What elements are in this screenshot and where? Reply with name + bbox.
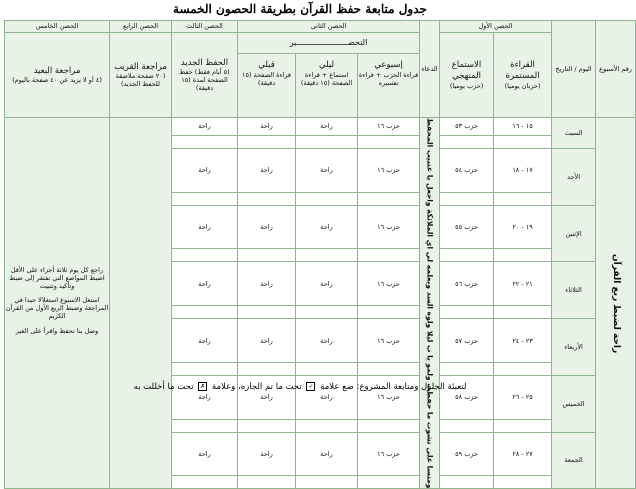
page-title: جدول متابعة حفظ القرآن بطريقة الحصون الخمسة bbox=[173, 2, 427, 16]
tribal-cell: راحة bbox=[238, 149, 296, 193]
new-mem-cell: راحة bbox=[172, 149, 238, 193]
tribal-cell: راحة bbox=[238, 118, 296, 136]
new-mem-subtitle: (٥ أيام فقط) حفظ الصفحة لمدة (١٥ دقيقة) bbox=[179, 68, 230, 93]
reading-cell: ١٧ - ١٨ bbox=[494, 149, 552, 193]
listening-cell: حزب ٥٥ bbox=[440, 205, 494, 249]
nightly-cell: راحة bbox=[296, 205, 358, 249]
blank-cell[interactable] bbox=[238, 476, 296, 489]
day-cell: الأربعاء bbox=[552, 319, 596, 376]
blank-cell[interactable] bbox=[296, 249, 358, 262]
nightly-cell: راحة bbox=[296, 149, 358, 193]
listening-title: الاستماع المنهجي bbox=[451, 60, 482, 81]
listening-cell: حزب ٥٦ bbox=[440, 262, 494, 306]
weekly-cell: حزب ١٦ bbox=[358, 432, 420, 476]
blank-cell[interactable] bbox=[296, 306, 358, 319]
footer-part1: لتعبئة الجلول ومتابعة المشروع: ضع علامة bbox=[320, 382, 467, 392]
blank-cell[interactable] bbox=[440, 476, 494, 489]
weekly-header bbox=[357, 54, 419, 117]
tribal-cell: راحة bbox=[238, 375, 296, 419]
new-mem-cell: راحة bbox=[172, 262, 238, 306]
reading-subtitle: (حزبان يوميا) bbox=[504, 81, 541, 90]
blank-cell[interactable] bbox=[172, 306, 238, 319]
blank-cell[interactable] bbox=[494, 362, 552, 375]
prep-subcols bbox=[238, 54, 419, 117]
blank-cell[interactable] bbox=[440, 192, 494, 205]
reading-cell: ١٥ - ١٦ bbox=[494, 118, 552, 136]
nightly-subtitle: استماع + قراءة الصفحة (١٥ دقيقة) bbox=[300, 70, 353, 87]
reading-title: القراءة المستمرة bbox=[505, 60, 540, 81]
weekly-title: إسبوعي bbox=[374, 60, 403, 70]
blank-cell[interactable] bbox=[494, 192, 552, 205]
blank-cell[interactable] bbox=[358, 476, 420, 489]
nightly-cell: راحة bbox=[296, 118, 358, 136]
blank-cell[interactable] bbox=[238, 419, 296, 432]
footer-part2: تحت ما تم الجازه، وعلامة bbox=[211, 382, 302, 392]
note-3: وصل بنا تحفظ واقرأ على الغير bbox=[15, 326, 99, 335]
blank-cell[interactable] bbox=[296, 136, 358, 149]
week-label: راحة لضبط ربع القرآن bbox=[611, 253, 622, 353]
blank-cell[interactable] bbox=[358, 306, 420, 319]
fort2-header: الحصن الثاني bbox=[238, 21, 420, 33]
blank-cell[interactable] bbox=[358, 136, 420, 149]
fort5-header: الحصن الخامس bbox=[5, 21, 110, 33]
listening-cell: حزب ٥٣ bbox=[440, 118, 494, 136]
blank-cell[interactable] bbox=[494, 476, 552, 489]
nightly-cell: راحة bbox=[296, 432, 358, 476]
weekly-cell: حزب ١٦ bbox=[358, 118, 420, 136]
listening-header bbox=[440, 33, 494, 118]
fort4-header: الحصن الرابع bbox=[110, 21, 172, 33]
footer-part3: تحت ما أخللت به bbox=[133, 382, 194, 392]
day-cell: الخميس bbox=[552, 375, 596, 432]
listening-cell: حزب ٥٤ bbox=[440, 149, 494, 193]
weekly-subtitle: قراءة الحزب + قراءة تفسيره bbox=[358, 70, 419, 87]
footer-instructions bbox=[0, 382, 600, 392]
new-mem-cell: راحة bbox=[172, 319, 238, 363]
blank-cell[interactable] bbox=[296, 362, 358, 375]
listening-cell: حزب ٥٧ bbox=[440, 319, 494, 363]
new-mem-cell: راحة bbox=[172, 205, 238, 249]
nightly-cell: راحة bbox=[296, 319, 358, 363]
week-header: رقم الأسبوع bbox=[596, 21, 636, 118]
prep-header bbox=[238, 33, 420, 118]
blank-cell[interactable] bbox=[296, 476, 358, 489]
blank-cell[interactable] bbox=[172, 476, 238, 489]
blank-cell[interactable] bbox=[440, 136, 494, 149]
day-cell: الثلاثاء bbox=[552, 262, 596, 319]
blank-cell[interactable] bbox=[172, 419, 238, 432]
listening-cell: حزب ٥٨ bbox=[440, 375, 494, 419]
far-rev-header bbox=[5, 33, 110, 118]
blank-cell[interactable] bbox=[440, 249, 494, 262]
week-cell bbox=[596, 118, 636, 489]
tribal-cell: راحة bbox=[238, 432, 296, 476]
new-mem-cell: راحة bbox=[172, 118, 238, 136]
blank-cell[interactable] bbox=[494, 249, 552, 262]
tribal-cell: راحة bbox=[238, 262, 296, 306]
reading-cell: ٢١ - ٢٢ bbox=[494, 262, 552, 306]
x-box-icon: ✗ bbox=[200, 383, 206, 390]
fort-header-row bbox=[5, 21, 636, 33]
listening-cell: حزب ٥٩ bbox=[440, 432, 494, 476]
day-cell: الأحد bbox=[552, 149, 596, 206]
near-rev-title: مراجعة القريب bbox=[114, 61, 167, 72]
blank-cell[interactable] bbox=[172, 192, 238, 205]
blank-cell[interactable] bbox=[238, 362, 296, 375]
new-mem-header bbox=[172, 33, 238, 118]
near-rev-header bbox=[110, 33, 172, 118]
reading-cell: ٢٥ - ٢٦ bbox=[494, 375, 552, 419]
day-cell: الإثنين bbox=[552, 205, 596, 262]
nightly-header bbox=[295, 54, 357, 117]
weekly-cell: حزب ١٦ bbox=[358, 262, 420, 306]
day-header: اليوم / التاريخ bbox=[552, 21, 596, 118]
check-box-icon: ✓ bbox=[308, 383, 314, 390]
blank-cell[interactable] bbox=[440, 306, 494, 319]
note-1: راجع كل يوم ثلاثة أجزاء على الأقل اضبط المواضع التي تفتقر إلى ضبط وتأكيد وتثبيت bbox=[9, 265, 105, 291]
nightly-cell: راحة bbox=[296, 375, 358, 419]
tribal-subtitle: قراءة الصفحة (١٥ دقيقة) bbox=[242, 70, 292, 87]
blank-cell[interactable] bbox=[494, 136, 552, 149]
notes-cell bbox=[5, 118, 110, 489]
blank-cell[interactable] bbox=[358, 362, 420, 375]
blank-cell[interactable] bbox=[238, 192, 296, 205]
reading-header bbox=[494, 33, 552, 118]
tribal-cell: راحة bbox=[238, 319, 296, 363]
note-2: استغل الاسبوع استغلالا جيدا في المراجعة وضبط الربع الأول من القرآن الكريم bbox=[5, 296, 109, 321]
blank-cell[interactable] bbox=[172, 362, 238, 375]
dua-cell bbox=[420, 118, 440, 489]
new-mem-title: الحفظ الجديد bbox=[180, 57, 229, 68]
blank-cell[interactable] bbox=[296, 419, 358, 432]
schedule-table bbox=[4, 20, 636, 489]
far-rev-title: مراجعة البعيد bbox=[33, 65, 81, 76]
near-rev-cell bbox=[110, 118, 172, 489]
day-cell: الجمعة bbox=[552, 432, 596, 489]
weekly-cell: حزب ١٦ bbox=[358, 205, 420, 249]
fort3-header: الحصن الثالث bbox=[172, 21, 238, 33]
blank-cell[interactable] bbox=[296, 192, 358, 205]
weekly-cell: حزب ١٦ bbox=[358, 149, 420, 193]
near-rev-subtitle: (٢٠ صفحة ملاصقة للحفظ الجديد) bbox=[115, 72, 166, 89]
dua-text: ومنسا على تشوت ما حفظت ولمو يا ب ليلا ولوه السد ويعلمه لي اي الملائكة واجعل يا عتبيب المحفظ bbox=[425, 118, 435, 489]
weekly-cell: حزب ١٦ bbox=[358, 319, 420, 363]
nightly-title: ليلي bbox=[319, 60, 335, 70]
new-mem-cell: راحة bbox=[172, 432, 238, 476]
fort1-header: الحصن الأول bbox=[440, 21, 552, 33]
far-rev-subtitle: (٤ أو لا يزيد عن ٤٠ صفحة باليوم) bbox=[12, 76, 102, 85]
blank-cell[interactable] bbox=[494, 419, 552, 432]
reading-cell: ٢٧ - ٢٨ bbox=[494, 432, 552, 476]
blank-cell[interactable] bbox=[238, 249, 296, 262]
blank-cell[interactable] bbox=[440, 419, 494, 432]
reading-cell: ٢٣ - ٢٤ bbox=[494, 319, 552, 363]
tribal-header bbox=[238, 54, 295, 117]
prep-title: التحضــــــــــــــــــــــير bbox=[238, 33, 419, 54]
blank-cell[interactable] bbox=[358, 419, 420, 432]
sub-header-row bbox=[5, 33, 636, 118]
weekly-cell: حزب ١٦ bbox=[358, 375, 420, 419]
blank-cell[interactable] bbox=[238, 136, 296, 149]
tribal-cell: راحة bbox=[238, 205, 296, 249]
listening-subtitle: (حزب يوميا) bbox=[449, 81, 484, 90]
blank-cell[interactable] bbox=[358, 192, 420, 205]
blank-cell[interactable] bbox=[440, 362, 494, 375]
day-cell: السبت bbox=[552, 118, 596, 149]
nightly-cell: راحة bbox=[296, 262, 358, 306]
blank-cell[interactable] bbox=[172, 249, 238, 262]
new-mem-cell: راحة bbox=[172, 375, 238, 419]
blank-cell[interactable] bbox=[358, 249, 420, 262]
blank-cell[interactable] bbox=[172, 136, 238, 149]
blank-cell[interactable] bbox=[238, 306, 296, 319]
blank-cell[interactable] bbox=[494, 306, 552, 319]
dua-header: الدعاء bbox=[420, 21, 440, 118]
reading-cell: ١٩ - ٢٠ bbox=[494, 205, 552, 249]
table-row bbox=[5, 118, 636, 136]
tribal-title: قبلي bbox=[258, 60, 275, 70]
